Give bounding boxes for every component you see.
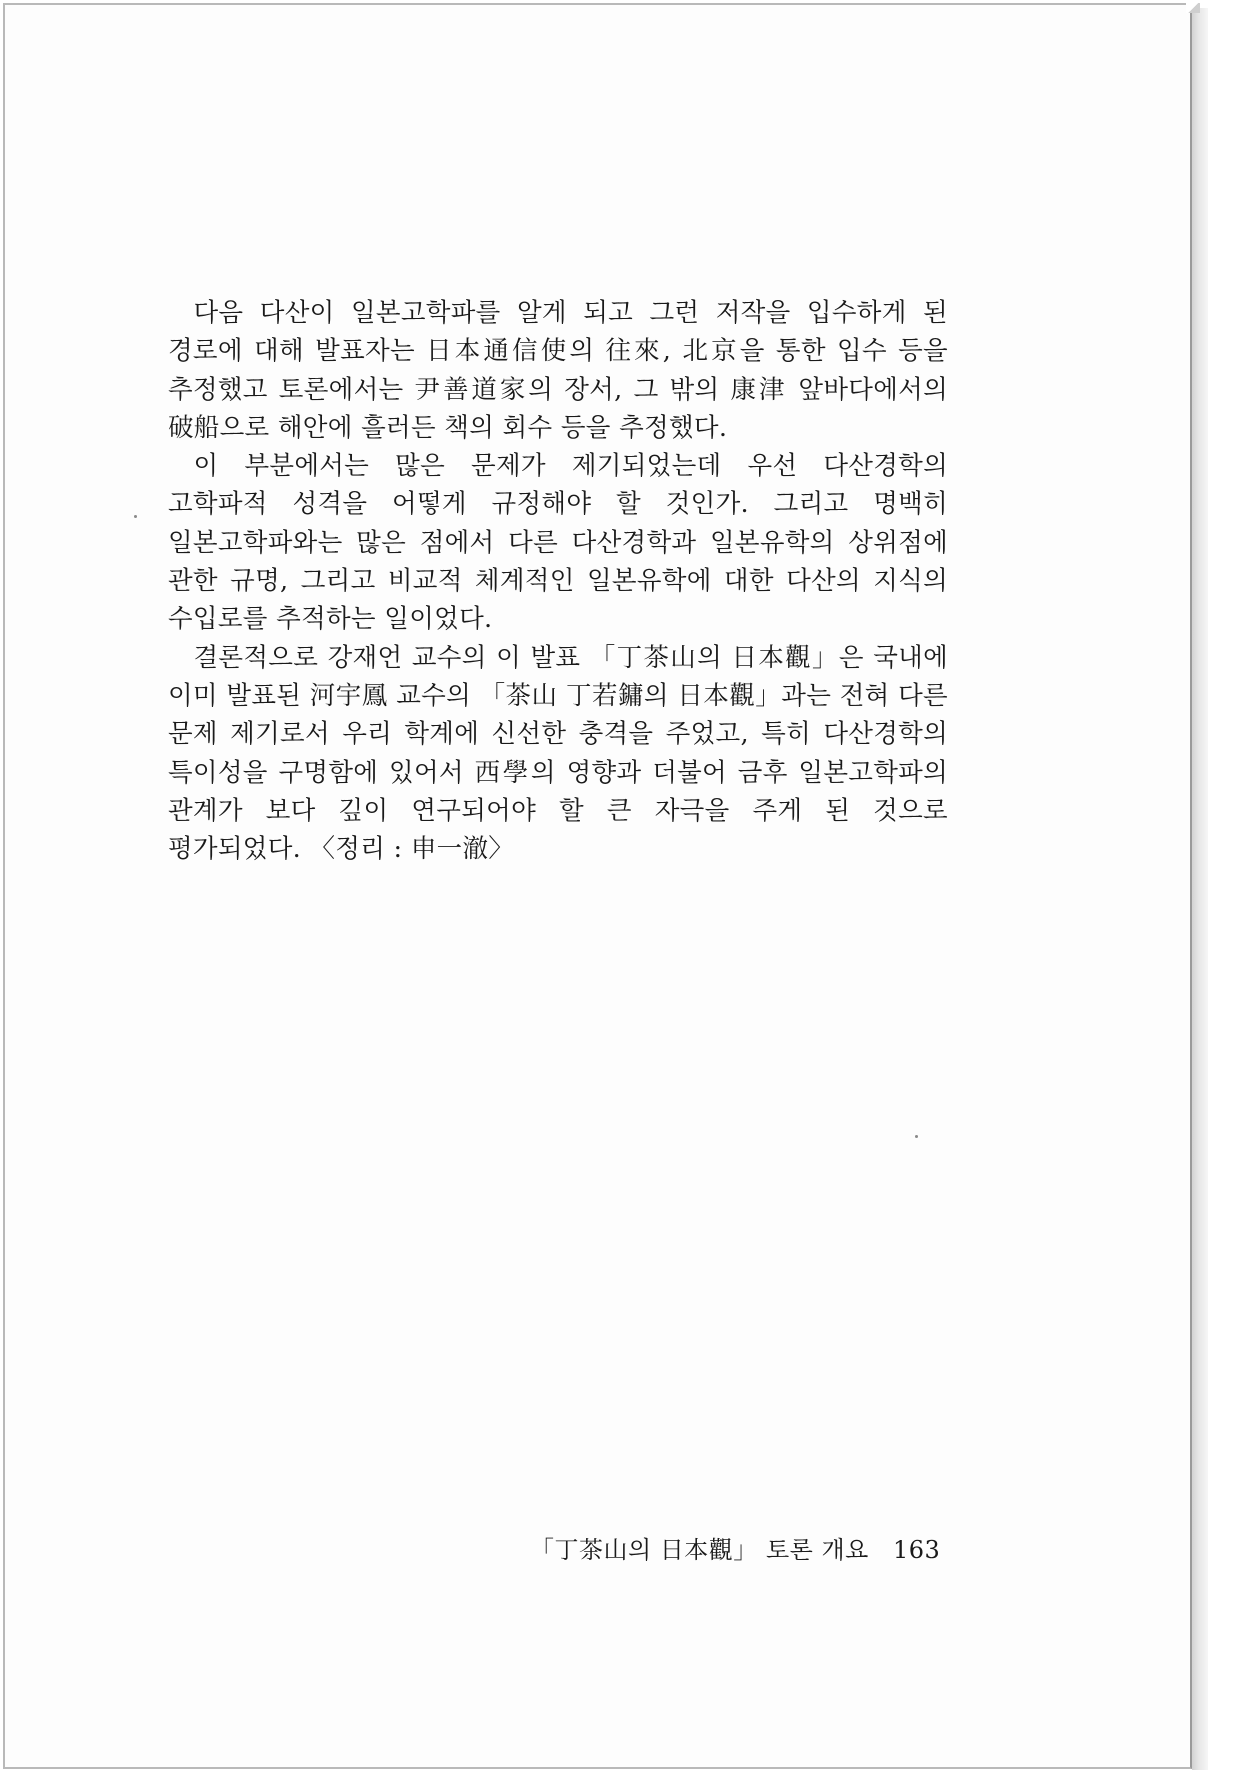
scan-speck [134, 515, 137, 518]
page-footer [530, 1530, 941, 1564]
page-curl-shadow [1192, 8, 1208, 1770]
body-text [168, 294, 948, 868]
paragraph-2: 이 부분에서는 많은 문제가 제기되었는데 우선 다산경학의 고학파적 성격을 어떻게 규정해야 할 것인가. 그리고 명백히 일본고학파와는 많은 점에서 다른 다산경학과 일본유학의 상위점에 관한 규명, 그리고 비교적 체계적인 일본유학에 대한 다산의 지식의 수입로를 추적하는 일이었다. [168, 451, 948, 635]
paragraph-1: 다음 다산이 일본고학파를 알게 되고 그런 저작을 입수하게 된 경로에 대해 발표자는 日本通信使의 往來, 北京을 통한 입수 등을 추정했고 토론에서는 尹善道家의 장서, 그 밖의 康津 앞바다에서의 破船으로 해안에 흘러든 책의 회수 등을 추정했다. [168, 298, 948, 443]
page-number: 163 [892, 1536, 941, 1564]
scan-speck [915, 1135, 918, 1138]
paragraph-3: 결론적으로 강재언 교수의 이 발표 「丁茶山의 日本觀」은 국내에 이미 발표된 河宇鳳 교수의 「茶山 丁若鏞의 日本觀」과는 전혀 다른 문제 제기로서 우리 학계에 신선한 충격을 주었고, 특히 다산경학의 특이성을 구명함에 있어서 西學의 영향과 더불어 금후 일본고학파의 관계가 보다 깊이 연구되어야 할 큰 자극을 주게 된 것으로 평가되었다. 〈정리 : 申一澈〉 [168, 642, 948, 865]
page-sheet [3, 3, 1192, 1769]
page-curl-corner [1186, 3, 1200, 13]
running-title: 「丁茶山의 日本觀」 토론 개요 [530, 1536, 869, 1564]
